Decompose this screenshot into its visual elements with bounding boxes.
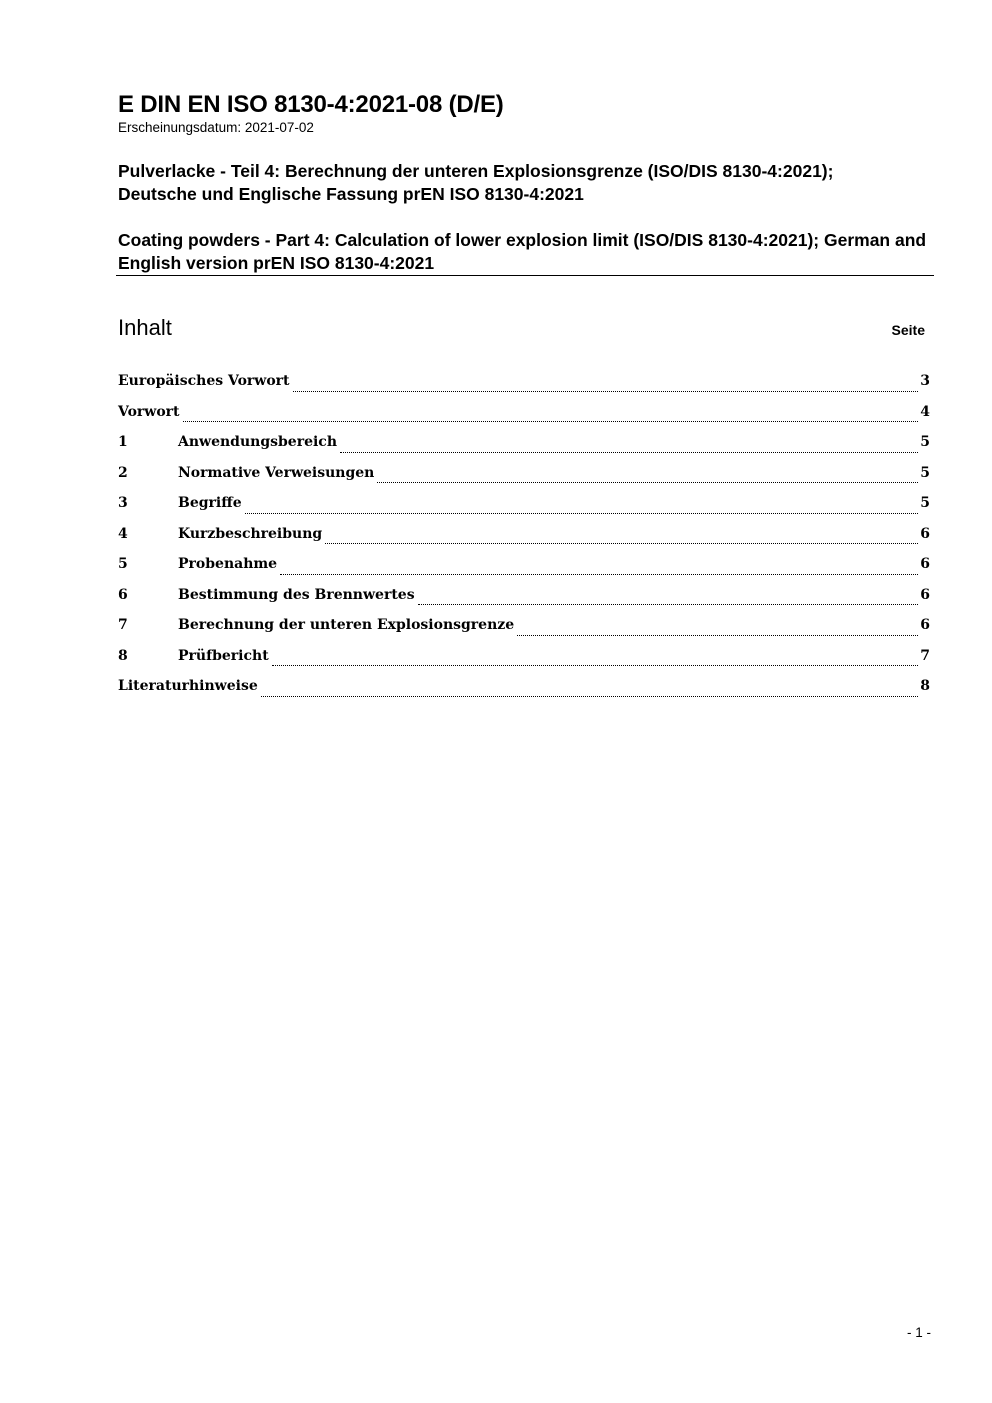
toc-entry-title: Normative Verweisungen [178,464,375,481]
toc-entry[interactable] [118,645,930,676]
toc-dot-leader [418,604,919,605]
toc-dot-leader [280,574,918,575]
toc-heading: Inhalt [118,315,172,340]
toc-entry[interactable] [118,553,930,584]
toc-entry[interactable] [118,523,930,554]
toc-entry[interactable] [118,614,930,645]
toc-entry-page: 6 [920,556,930,572]
toc-entry-title: Begriffe [178,495,242,511]
toc-dot-leader [261,696,919,697]
document-header [118,90,936,275]
toc-entry[interactable] [118,401,930,432]
toc-dot-leader [293,391,919,392]
toc-entry-title: Probenahme [178,556,278,572]
toc-dot-leader [377,482,918,483]
toc-entry[interactable] [118,584,930,615]
header-divider [116,275,934,276]
toc-entry-title: Vorwort [118,403,180,420]
toc-entry-title: Kurzbeschreibung [178,525,323,542]
toc-dot-leader [272,665,919,666]
toc-entry-title: Europäisches Vorwort [118,373,290,389]
toc-entry-number: 3 [118,495,128,511]
toc-dot-leader [183,421,919,422]
toc-entry[interactable] [118,431,930,462]
toc-entry-number: 7 [118,617,128,633]
toc-entry-page: 4 [920,403,930,420]
toc-entry[interactable] [118,370,930,401]
toc-entry-number: 5 [118,556,128,572]
toc-entry-page: 6 [920,586,930,603]
toc-entry-number: 1 [118,434,128,450]
title-german: Pulverlacke - Teil 4: Berechnung der unteren Explosionsgrenze (ISO/DIS 8130-4:2021); Deutsche und Englische Fassung prEN ISO 8130-4:2021 [118,161,834,204]
toc-dot-leader [325,543,918,544]
toc-entry-page: 5 [920,495,930,511]
document-title: E DIN EN ISO 8130-4:2021-08 (D/E) [118,91,504,118]
toc-entry-title: Anwendungsbereich [178,434,337,450]
toc-dot-leader [245,513,919,514]
toc-entry-number: 8 [118,647,128,664]
toc-entry-page: 3 [920,373,930,389]
publication-date: Erscheinungsdatum: 2021-07-02 [118,120,314,135]
toc-entry-number: 2 [118,464,128,481]
title-english: Coating powders - Part 4: Calculation of lower explosion limit (ISO/DIS 8130-4:2021); German and English version prEN ISO 8130-4:2021 [118,230,927,273]
toc-dot-leader [517,635,918,636]
toc-dot-leader [340,452,918,453]
toc-entry-page: 6 [920,617,930,633]
table-of-contents [118,370,930,706]
toc-page-column-label: Seite [891,322,925,338]
toc-entry-page: 5 [920,464,930,481]
toc-entry-page: 7 [920,647,930,664]
toc-entry-page: 8 [920,678,930,694]
toc-entry-title: Bestimmung des Brennwertes [178,586,415,603]
toc-entry-title: Literaturhinweise [118,678,258,694]
toc-entry[interactable] [118,675,930,706]
toc-entry[interactable] [118,462,930,493]
toc-entry-number: 6 [118,586,128,603]
toc-entry-title: Prüfbericht [178,647,269,664]
footer-page-number: - 1 - [906,1325,931,1340]
toc-entry-number: 4 [118,525,128,542]
toc-entry-page: 5 [920,434,930,450]
toc-entry-title: Berechnung der unteren Explosionsgrenze [178,617,515,633]
toc-entry[interactable] [118,492,930,523]
toc-entry-page: 6 [920,525,930,542]
